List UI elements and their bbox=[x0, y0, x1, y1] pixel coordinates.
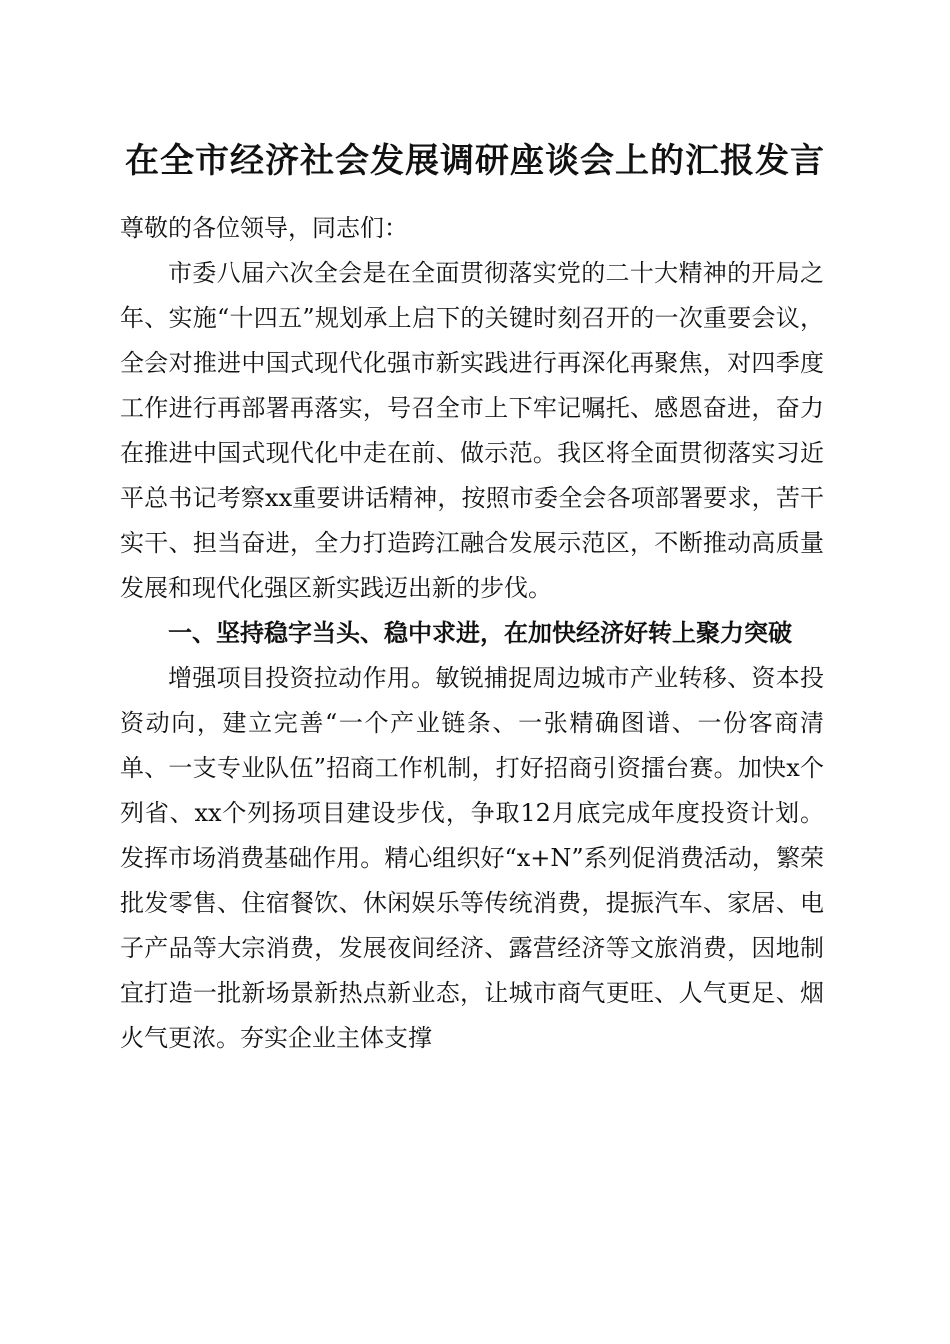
document-body bbox=[120, 206, 824, 1061]
section-1-paragraph: 增强项目投资拉动作用。敏锐捕捉周边城市产业转移、资本投资动向，建立完善“一个产业链条、一张精确图谱、一份客商清单、一支专业队伍”招商工作机制，打好招商引资擂台赛。加快x个列省、xx个列扬项目建设步伐，争取12月底完成年度投资计划。发挥市场消费基础作用。精心组织好“x+N”系列促消费活动，繁荣批发零售、住宿餐饮、休闲娱乐等传统消费，提振汽车、家居、电子产品等大宗消费，发展夜间经济、露营经济等文旅消费，因地制宜打造一批新场景新热点新业态，让城市商气更旺、人气更足、烟火气更浓。夯实企业主体支撑 bbox=[120, 664, 824, 1052]
salutation: 尊敬的各位领导，同志们： bbox=[120, 214, 408, 242]
document-title: 在全市经济社会发展调研座谈会上的汇报发言 bbox=[125, 141, 825, 181]
section-heading-1: 一、坚持稳字当头、稳中求进，在加快经济好转上聚力突破 bbox=[168, 619, 792, 647]
intro-paragraph: 市委八届六次全会是在全面贯彻落实党的二十大精神的开局之年、实施“十四五”规划承上启下的关键时刻召开的一次重要会议，全会对推进中国式现代化强市新实践进行再深化再聚焦，对四季度工作进行再部署再落实，号召全市上下牢记嘱托、感恩奋进，奋力在推进中国式现代化中走在前、做示范。我区将全面贯彻落实习近平总书记考察xx重要讲话精神，按照市委全会各项部署要求，苦干实干、担当奋进，全力打造跨江融合发展示范区，不断推动高质量发展和现代化强区新实践迈出新的步伐。 bbox=[120, 259, 824, 602]
